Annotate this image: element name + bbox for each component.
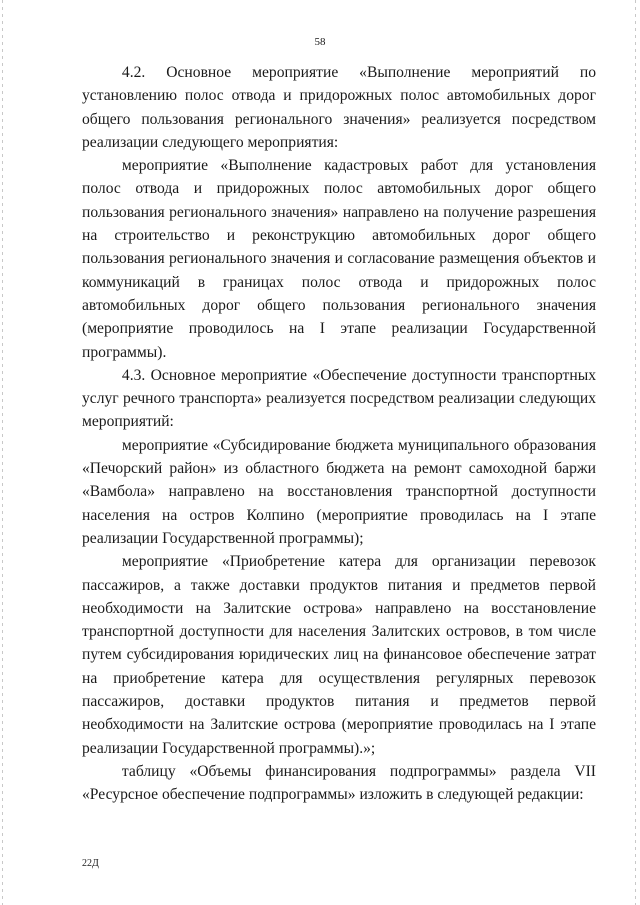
scan-edge-right: [635, 0, 636, 905]
paragraph-4-3-main-activity: 4.3. Основное мероприятие «Обеспечение доступности транспортных услуг речного транспорта» реализуется посредством реализации следующих мероприятий:: [82, 366, 596, 431]
paragraph-barge-subsidy: мероприятие «Субсидирование бюджета муниципального образования «Печорский район» из областного бюджета на ремонт самоходной баржи «Вамбола» направлено на восстановления транспортной доступности населения на остров Колпино (мероприятие проводилась на I этапе реализации Государственной программы);: [82, 436, 596, 547]
page-code: 22Д: [82, 858, 99, 869]
page-number: 58: [314, 36, 326, 48]
paragraph-cadastral-works: мероприятие «Выполнение кадастровых работ для установления полос отвода и придорожных полос автомобильных дорог общего пользования регионального значения» направлено на получение разрешения на строительство и реконструкцию автомобильных дорог общего пользования регионального значения и согласование размещения объектов и коммуникаций в границах полос отвода и придорожных полос автомобильных дорог общего пользования регионального значения (мероприятие проводилось на I этапе реализации Государственной программы).: [82, 157, 596, 361]
document-body: [82, 61, 596, 807]
scan-edge-left: [2, 0, 3, 905]
paragraph-table-amendment: таблицу «Объемы финансирования подпрограммы» раздела VII «Ресурсное обеспечение подпрограммы» изложить в следующей редакции:: [82, 762, 596, 804]
paragraph-4-2-main-activity: 4.2. Основное мероприятие «Выполнение мероприятий по установлению полос отвода и придорожных полос автомобильных дорог общего пользования регионального значения» реализуется посредством реализации следующего мероприятия:: [82, 64, 596, 151]
paragraph-boat-purchase: мероприятие «Приобретение катера для организации перевозок пассажиров, а также доставки продуктов питания и предметов первой необходимости на Залитские острова» направлено на восстановление транспортной доступности для населения Залитских островов, в том числе путем субсидирования юридических лиц на финансовое обеспечение затрат на приобретение катера для осуществления регулярных перевозок пассажиров, доставки продуктов питания и предметов первой необходимости на Залитские острова (мероприятие проводилась на I этапе реализации Государственной программы).»;: [82, 553, 596, 757]
